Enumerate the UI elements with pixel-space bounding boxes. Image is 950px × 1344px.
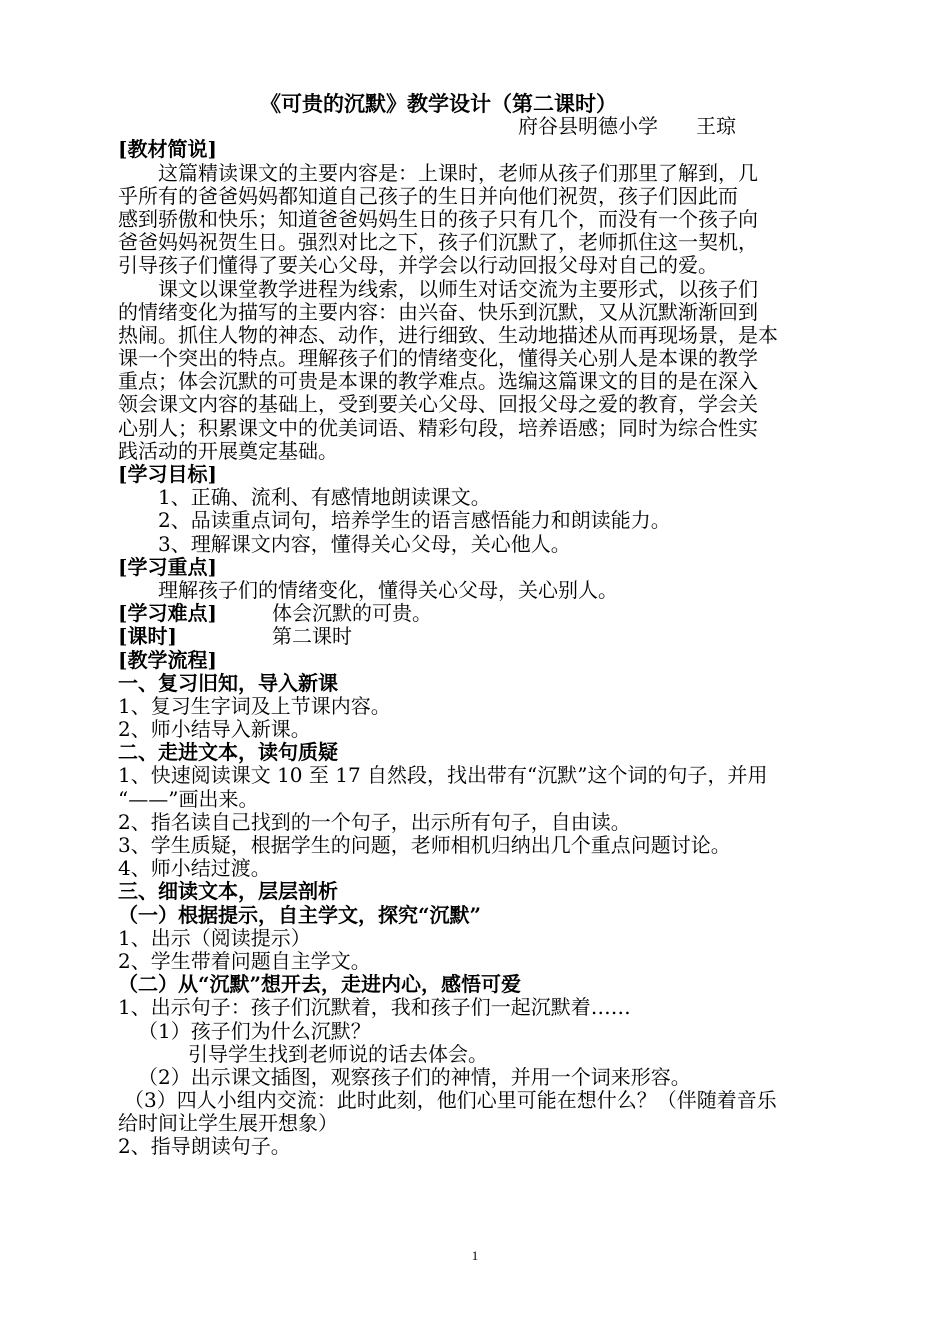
- page-number: 1: [471, 1248, 479, 1263]
- sub-item: （3）四人小组内交流：此时此刻，他们心里可能在想什么？（伴随着音乐: [124, 1088, 777, 1113]
- keshi-text: 第二课时: [272, 624, 352, 649]
- text-line: 爸爸妈妈祝贺生日。强烈对比之下，孩子们沉默了，老师抓住这一契机，: [118, 230, 758, 255]
- section-heading-jiaocai: [教材简说]: [118, 137, 217, 162]
- text-line: 热闹。抓住人物的神态、动作，进行细致、生动地描述从而再现场景，是本: [118, 322, 778, 347]
- list-item-continued: “——”画出来。: [118, 786, 259, 811]
- list-item: 1、快速阅读课文 10 至 17 自然段，找出带有“沉默”这个词的句子，并用: [118, 763, 768, 788]
- part-heading: 一、复习旧知，导入新课: [118, 670, 338, 695]
- keshi-row: [118, 625, 862, 648]
- part-heading: 二、走进文本，读句质疑: [118, 740, 338, 765]
- sub-item-continued: 给时间让学生展开想象）: [118, 1111, 338, 1136]
- text-line: 践活动的开展奠定基础。: [118, 438, 338, 463]
- section-heading-liucheng: [教学流程]: [118, 647, 217, 672]
- part-heading: 三、细读文本，层层剖析: [118, 879, 338, 904]
- section-heading-mubiao: [学习目标]: [118, 462, 217, 486]
- text-line: 的情绪变化为描写的主要内容：由兴奋、快乐到沉默，又从沉默渐渐回到: [118, 299, 758, 324]
- list-item: 1、出示（阅读提示）: [118, 925, 311, 950]
- list-item: 1、复习生字词及上节课内容。: [118, 693, 391, 718]
- list-item: 3、学生质疑，根据学生的问题，老师相机归纳出几个重点问题讨论。: [118, 833, 731, 857]
- list-item: 1、正确、流利、有感情地朗读课文。: [158, 485, 491, 510]
- nandian-text: 体会沉默的可贵。: [272, 601, 432, 626]
- document-page: [118, 92, 862, 1159]
- section-heading-zhongdian: [学习重点]: [118, 554, 217, 579]
- nandian-row: [118, 602, 862, 625]
- text-line: 重点；体会沉默的可贵是本课的教学难点。选编这篇课文的目的是在深入: [118, 369, 758, 394]
- sub-heading: （二）从“沉默”想开去，走进内心，感悟可爱: [118, 972, 522, 997]
- sub-item: （1）孩子们为什么沉默？: [138, 1018, 371, 1043]
- author-school: 府谷县明德小学: [518, 114, 658, 139]
- sub-item-text: 引导学生找到老师说的话去体会。: [188, 1041, 488, 1066]
- section-heading-nandian: [学习难点]: [118, 601, 217, 626]
- list-item: 2、品读重点词句，培养学生的语言感悟能力和朗读能力。: [158, 508, 671, 533]
- sub-item: （2）出示课文插图，观察孩子们的神情，并用一个词来形容。: [138, 1064, 691, 1089]
- list-item: 4、师小结过渡。: [118, 856, 271, 881]
- list-item: 3、理解课文内容，懂得关心父母，关心他人。: [158, 531, 571, 556]
- text-line: 心别人；积累课文中的优美词语、精彩句段，培养语感；同时为综合性实: [118, 415, 758, 440]
- page-title: 《可贵的沉默》教学设计（第二课时）: [260, 91, 617, 116]
- author-name: 王琼: [696, 114, 736, 139]
- list-item: 2、师小结导入新课。: [118, 717, 311, 742]
- list-item: 2、学生带着问题自主学文。: [118, 948, 371, 973]
- text-line: 课文以课堂教学进程为线索，以师生对话交流为主要形式，以孩子们: [158, 276, 758, 301]
- list-item: 2、指导朗读句子。: [118, 1134, 291, 1159]
- sub-heading: （一）根据提示，自主学文，探究“沉默”: [118, 902, 482, 927]
- section-heading-keshi: [课时]: [118, 624, 177, 649]
- list-item: 1、出示句子：孩子们沉默着，我和孩子们一起沉默着……: [118, 995, 631, 1020]
- text-line: 课一个突出的特点。理解孩子们的情绪变化，懂得关心别人是本课的教学: [118, 346, 758, 371]
- text-line: 理解孩子们的情绪变化，懂得关心父母，关心别人。: [158, 577, 618, 602]
- text-line: 乎所有的爸爸妈妈都知道自己孩子的生日并向他们祝贺，孩子们因此而: [118, 183, 738, 208]
- text-line: 领会课文内容的基础上，受到要关心父母、回报父母之爱的教育，学会关: [118, 392, 758, 417]
- text-line: 引导孩子们懂得了要关心父母，并学会以行动回报父母对自己的爱。: [118, 253, 718, 278]
- text-line: 这篇精读课文的主要内容是：上课时，老师从孩子们那里了解到，几: [158, 160, 758, 185]
- list-item: 2、指名读自己找到的一个句子，出示所有句子，自由读。: [118, 809, 631, 834]
- author-line: [118, 115, 862, 138]
- text-line: 感到骄傲和快乐；知道爸爸妈妈生日的孩子只有几个，而没有一个孩子向: [118, 206, 758, 231]
